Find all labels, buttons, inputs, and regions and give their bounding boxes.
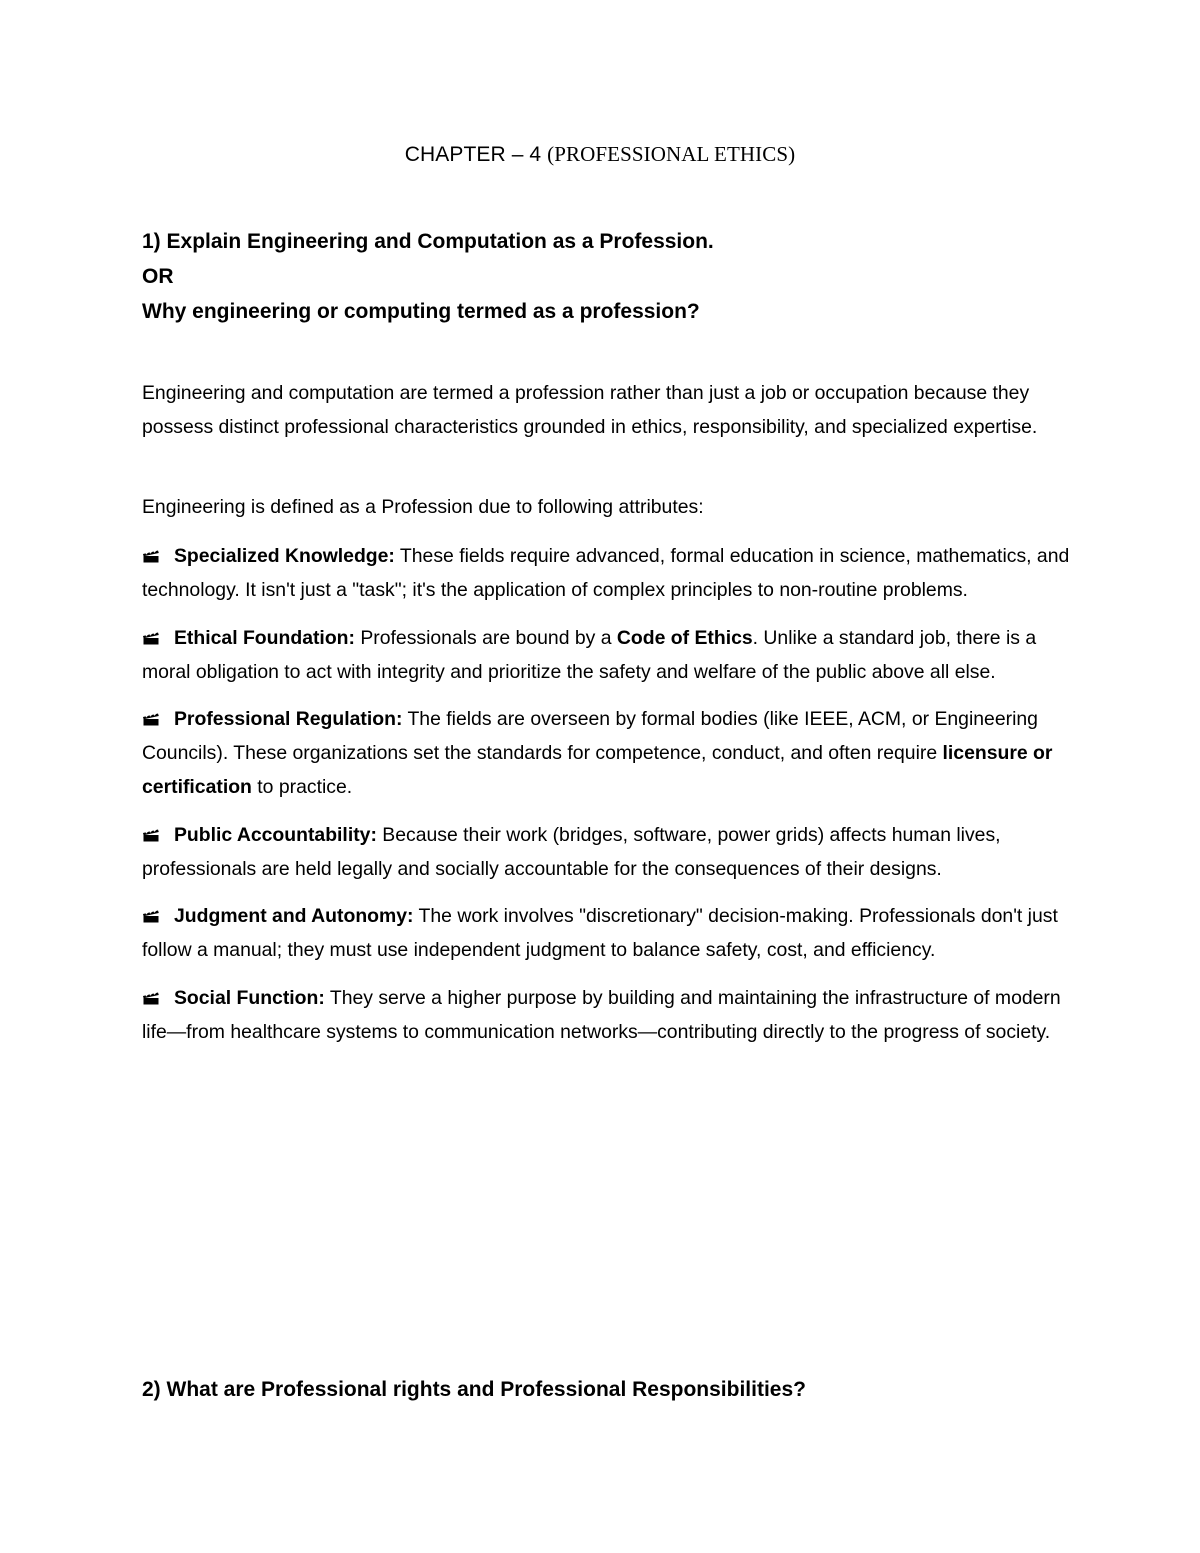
attribute-text: These fields require advanced, formal education in science, mathematics, and technology. It isn't just a "task"; it's the application of complex principles to non-routine problems. (142, 545, 1070, 601)
attribute-text: They serve a higher purpose by building and maintaining the infrastructure of modern life—from healthcare systems to communication networks—contributing directly to the progress of society. (142, 986, 1061, 1043)
attribute-text: Because their work (bridges, software, power grids) affects human lives, professionals are held legally and socially accountable for the consequences of their designs. (142, 823, 1001, 880)
list-item (142, 818, 1077, 886)
question-2 (142, 1372, 806, 1407)
clapperboard-icon (142, 828, 160, 842)
clapperboard-icon (142, 909, 160, 923)
list-item (142, 899, 1077, 967)
attribute-term: Specialized Knowledge: (174, 545, 395, 567)
question-1-line-3: Why engineering or computing termed as a profession? (142, 300, 700, 323)
clapperboard-icon (142, 991, 160, 1005)
attribute-text: Professionals are bound by a (354, 626, 617, 649)
chapter-number: CHAPTER – 4 (404, 143, 542, 166)
list-item (142, 702, 1077, 804)
attribute-term: Professional Regulation: (174, 708, 403, 730)
chapter-subject: (PROFESSIONAL ETHICS) (547, 142, 796, 166)
list-item (142, 539, 1077, 607)
attribute-term: Ethical Foundation: (174, 626, 355, 649)
clapperboard-icon (142, 712, 160, 726)
attribute-emphasis: licensure or certification (142, 742, 1053, 798)
clapperboard-icon (142, 549, 160, 563)
list-item (142, 621, 1077, 689)
attribute-text: The fields are overseen by formal bodies (like IEEE, ACM, or Engineering Councils). These organizations set the standards for competence, conduct, and often require (142, 708, 1038, 764)
lead-paragraph: Engineering is defined as a Profession due to following attributes: (142, 496, 704, 518)
chapter-title (0, 142, 1200, 167)
attribute-term: Social Function: (174, 986, 325, 1009)
attribute-term: Public Accountability: (174, 823, 377, 846)
attribute-list (142, 539, 1077, 1062)
list-item (142, 981, 1077, 1049)
intro-paragraph: Engineering and computation are termed a profession rather than just a job or occupation because they possess distinct professional characteristics grounded in ethics, responsibility, and specialized expertise. (142, 382, 1038, 438)
attribute-text: The work involves "discretionary" decision-making. Professionals don't just follow a manual; they must use independent judgment to balance safety, cost, and efficiency. (142, 905, 1058, 961)
question-1-line-1: 1) Explain Engineering and Computation as a Profession. (142, 230, 714, 253)
question-2-text: 2) What are Professional rights and Professional Responsibilities? (142, 1378, 806, 1401)
question-1 (142, 224, 714, 329)
attribute-term: Judgment and Autonomy: (174, 905, 414, 927)
attribute-emphasis: Code of Ethics (616, 626, 753, 649)
question-1-or: OR (142, 265, 174, 288)
attribute-text-end: . Unlike a standard job, there is a moral obligation to act with integrity and prioritize the safety and welfare of the public above all else. (142, 626, 1037, 683)
clapperboard-icon (142, 631, 160, 645)
attribute-text-end: to practice. (251, 776, 353, 798)
